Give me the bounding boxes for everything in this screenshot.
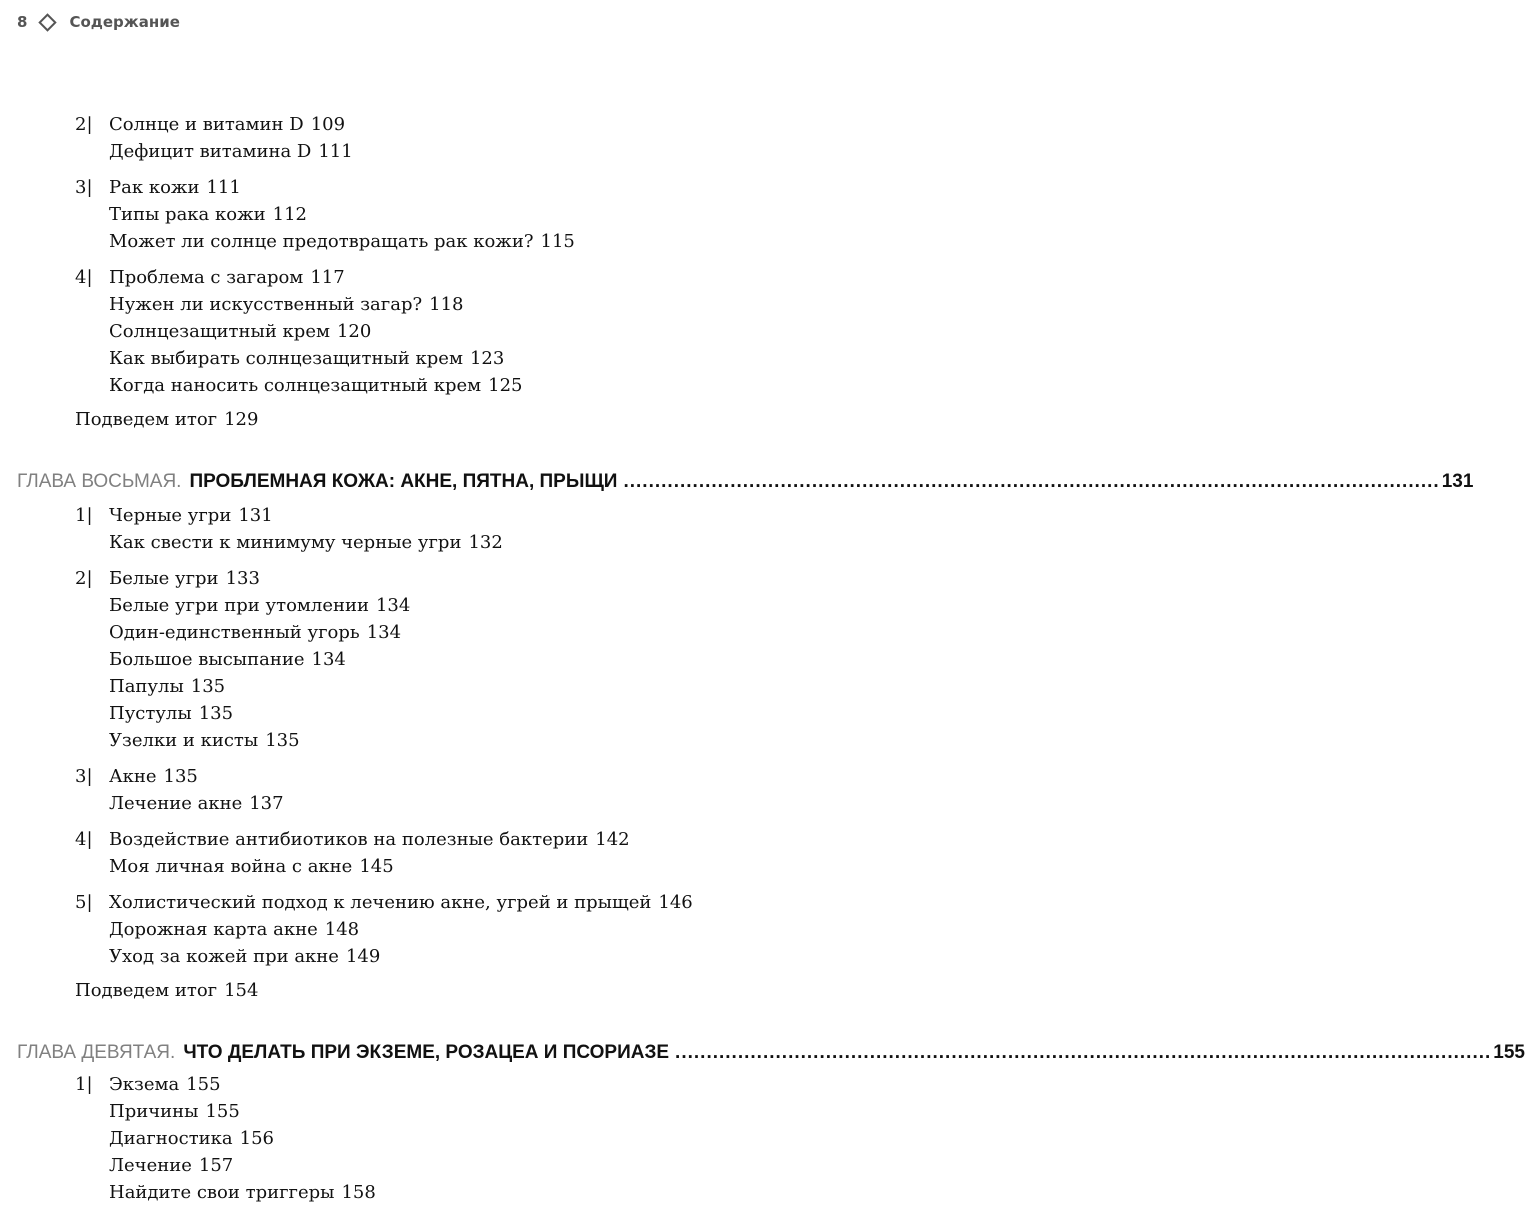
entry-page: 157 — [198, 1155, 234, 1176]
toc-entry[interactable] — [109, 648, 346, 672]
toc-section[interactable] — [75, 504, 273, 528]
section-number: 4| — [75, 829, 93, 850]
entry-title: Как свести к минимуму черные угри — [109, 532, 462, 553]
toc-entry[interactable] — [109, 203, 307, 227]
entry-page: 148 — [324, 919, 360, 940]
entry-title: Подведем итог — [75, 409, 218, 430]
entry-title: Дорожная карта акне — [109, 919, 318, 940]
entry-title: Папулы — [109, 676, 184, 697]
running-head — [17, 10, 180, 34]
entry-page: 134 — [375, 595, 411, 616]
entry-page: 155 — [186, 1074, 221, 1095]
entry-page: 133 — [225, 568, 260, 589]
chapter-heading[interactable] — [17, 469, 1474, 495]
toc-entry[interactable] — [109, 918, 359, 942]
entry-title: Нужен ли искусственный загар? — [109, 294, 423, 315]
chapter-page: 131 — [1441, 471, 1474, 492]
entry-page: 111 — [318, 141, 353, 162]
toc-section[interactable] — [75, 567, 260, 591]
page-number: 8 — [17, 13, 28, 31]
toc-entry[interactable] — [109, 230, 575, 254]
section-number: 2| — [75, 568, 93, 589]
entry-title: Пустулы — [109, 703, 192, 724]
entry-title: Солнцезащитный крем — [109, 321, 330, 342]
entry-page: 145 — [359, 856, 394, 877]
section-number: 2| — [75, 114, 93, 135]
toc-section[interactable] — [75, 891, 693, 915]
entry-title: Найдите свои триггеры — [109, 1182, 335, 1203]
toc-entry[interactable] — [109, 702, 233, 726]
entry-title: Узелки и кисты — [109, 730, 259, 751]
entry-page: 146 — [658, 892, 693, 913]
entry-page: 154 — [224, 980, 259, 1001]
section-number: 1| — [75, 505, 93, 526]
entry-page: 115 — [540, 231, 575, 252]
toc-section[interactable] — [75, 765, 198, 789]
section-number: 1| — [75, 1074, 93, 1095]
toc-section[interactable] — [75, 266, 345, 290]
entry-title: Акне — [109, 766, 157, 787]
entry-page: 123 — [469, 348, 505, 369]
entry-title: Лечение акне — [109, 793, 243, 814]
toc-entry[interactable] — [109, 140, 353, 164]
entry-page: 156 — [239, 1128, 275, 1149]
entry-page: 134 — [366, 622, 402, 643]
entry-title: Моя личная война с акне — [109, 856, 353, 877]
entry-title: Может ли солнце предотвращать рак кожи? — [109, 231, 534, 252]
entry-title: Уход за кожей при акне — [109, 946, 339, 967]
toc-entry[interactable] — [109, 347, 504, 371]
entry-page: 135 — [190, 676, 226, 697]
toc-section[interactable] — [75, 828, 630, 852]
entry-title: Экзема — [109, 1074, 180, 1095]
entry-title: Один-единственный угорь — [109, 622, 360, 643]
page-title: Содержание — [69, 13, 180, 31]
entry-page: 125 — [488, 375, 523, 396]
entry-page: 111 — [206, 177, 241, 198]
toc-entry[interactable] — [109, 1181, 376, 1205]
entry-title: Воздействие антибиотиков на полезные бактерии — [109, 829, 589, 850]
entry-title: Как выбирать солнцезащитный крем — [109, 348, 463, 369]
entry-title: Проблема с загаром — [109, 267, 304, 288]
section-number: 4| — [75, 267, 93, 288]
entry-page: 129 — [224, 409, 259, 430]
entry-page: 120 — [336, 321, 372, 342]
entry-page: 109 — [310, 114, 346, 135]
entry-title: Большое высыпание — [109, 649, 305, 670]
entry-title: Холистический подход к лечению акне, угрей и прыщей — [109, 892, 652, 913]
dot-leader: .................................................................................................................................. — [623, 471, 1440, 492]
toc-entry[interactable] — [109, 621, 401, 645]
dot-leader: .................................................................................................................................. — [675, 1042, 1492, 1063]
entry-title: Когда наносить солнцезащитный крем — [109, 375, 482, 396]
toc-entry[interactable] — [109, 374, 523, 398]
entry-page: 118 — [429, 294, 464, 315]
entry-page: 149 — [345, 946, 381, 967]
entry-page: 142 — [595, 829, 630, 850]
toc-entry[interactable] — [109, 1154, 233, 1178]
entry-page: 135 — [163, 766, 198, 787]
entry-page: 155 — [205, 1101, 240, 1122]
entry-page: 117 — [310, 267, 345, 288]
entry-page: 158 — [341, 1182, 376, 1203]
entry-title: Типы рака кожи — [109, 204, 266, 225]
toc-section[interactable] — [75, 1073, 221, 1097]
chapter-title: ПРОБЛЕМНАЯ КОЖА: АКНЕ, ПЯТНА, ПРЫЩИ — [189, 471, 618, 492]
toc-summary[interactable] — [75, 979, 258, 1003]
chapter-label: ГЛАВА ВОСЬМАЯ. — [17, 471, 182, 492]
toc-section[interactable] — [75, 176, 241, 200]
toc-entry[interactable] — [109, 945, 380, 969]
diamond-icon — [39, 13, 57, 31]
entry-title: Рак кожи — [109, 177, 200, 198]
toc-entry[interactable] — [109, 1100, 240, 1124]
chapter-page: 155 — [1493, 1042, 1525, 1063]
toc-entry[interactable] — [109, 675, 225, 699]
toc-entry[interactable] — [109, 531, 503, 555]
entry-title: Белые угри — [109, 568, 219, 589]
toc-entry[interactable] — [109, 792, 284, 816]
toc-summary[interactable] — [75, 408, 258, 432]
entry-page: 131 — [238, 505, 273, 526]
toc-entry[interactable] — [109, 293, 463, 317]
toc-entry[interactable] — [109, 1127, 274, 1151]
toc-entry[interactable] — [109, 855, 394, 879]
entry-title: Подведем итог — [75, 980, 218, 1001]
section-number: 3| — [75, 177, 93, 198]
entry-title: Причины — [109, 1101, 199, 1122]
toc-entry[interactable] — [109, 320, 371, 344]
entry-page: 132 — [468, 532, 503, 553]
entry-page: 134 — [311, 649, 346, 670]
chapter-label: ГЛАВА ДЕВЯТАЯ. — [17, 1042, 176, 1063]
toc-section[interactable] — [75, 113, 345, 137]
entry-page: 112 — [272, 204, 308, 225]
entry-title: Лечение — [109, 1155, 192, 1176]
entry-page: 135 — [198, 703, 234, 724]
entry-title: Черные угри — [109, 505, 232, 526]
entry-title: Солнце и витамин D — [109, 114, 304, 135]
chapter-heading[interactable] — [17, 1040, 1525, 1066]
entry-title: Дефицит витамина D — [109, 141, 312, 162]
entry-page: 135 — [265, 730, 300, 751]
section-number: 3| — [75, 766, 93, 787]
section-number: 5| — [75, 892, 93, 913]
entry-title: Диагностика — [109, 1128, 233, 1149]
chapter-title: ЧТО ДЕЛАТЬ ПРИ ЭКЗЕМЕ, РОЗАЦЕА И ПСОРИАЗЕ — [183, 1042, 670, 1063]
toc-entry[interactable] — [109, 594, 410, 618]
entry-title: Белые угри при утомлении — [109, 595, 369, 616]
toc-entry[interactable] — [109, 729, 300, 753]
entry-page: 137 — [249, 793, 284, 814]
